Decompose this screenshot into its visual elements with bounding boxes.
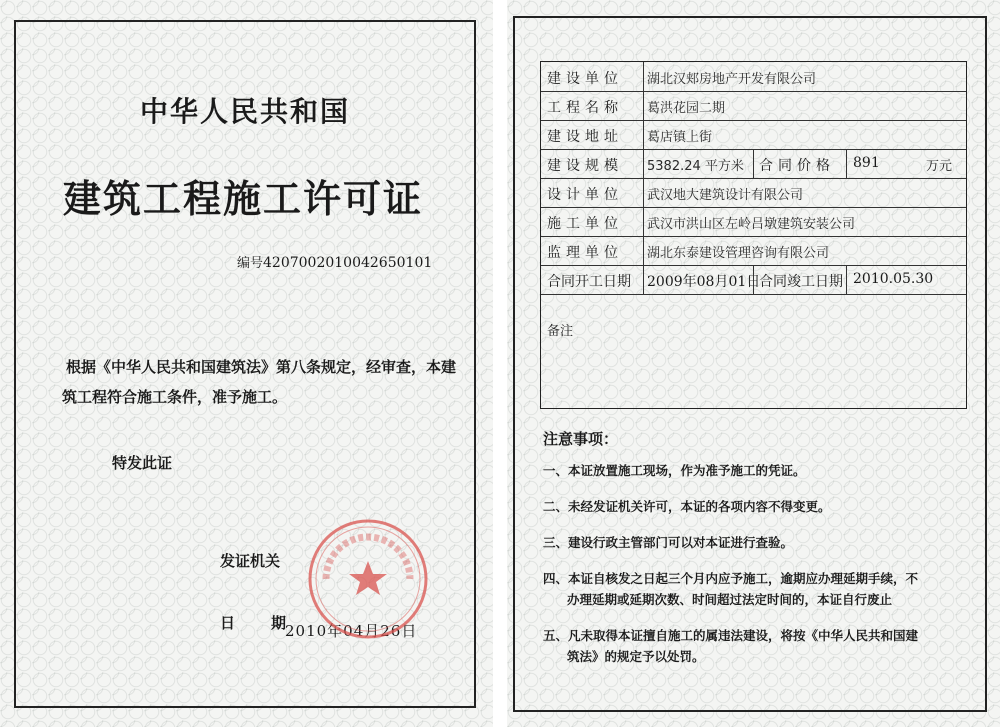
row-value: 武汉市洪山区左岭吕墩建筑安装公司	[647, 217, 856, 232]
special-issue-text: 特发此证	[112, 454, 173, 472]
page-gap	[493, 0, 507, 727]
list-item	[543, 568, 975, 610]
row-label: 建设单位	[547, 71, 623, 87]
certificate-title: 建筑工程施工许可证	[62, 177, 423, 221]
table-row	[541, 207, 966, 237]
serial-value: 420700201004265010​1	[263, 255, 433, 271]
note-line: 五、凡未取得本证擅自施工的属违法建设，将按《中华人民共和国建	[543, 628, 919, 643]
table-row	[541, 62, 966, 92]
note-line: 四、本证自核发之日起三个月内应予施工，逾期应办理延期手续，不	[543, 571, 919, 586]
serial-label: 编号	[237, 256, 264, 271]
cell-divider	[643, 265, 644, 294]
date-label	[220, 612, 286, 633]
issue-date: 2010年04月26日	[285, 622, 418, 640]
date-label-char-2: 期	[271, 614, 287, 632]
table-row	[541, 120, 966, 150]
table-row	[541, 236, 966, 266]
cell-divider	[643, 149, 644, 178]
table-row	[541, 265, 966, 295]
contract-price-value: 891	[853, 155, 880, 171]
table-row	[541, 149, 966, 179]
note-line: 一、本证放置施工现场，作为准予施工的凭证。	[543, 463, 806, 478]
note-line-continued: 办理延期或延期次数、时间超过法定时间的，本证自行废止	[567, 592, 893, 607]
date-label-char-1: 日	[220, 614, 236, 632]
row-value: 2009年08月01日	[647, 274, 761, 290]
row-value: 5382.24 平方米	[647, 159, 744, 174]
cell-divider	[753, 265, 754, 294]
list-item	[543, 625, 975, 667]
cell-divider	[643, 236, 644, 265]
serial-number	[237, 252, 432, 271]
row-label: 建设规模	[547, 158, 623, 174]
list-item	[543, 460, 975, 481]
contract-price-unit: 万元	[926, 159, 953, 174]
cell-divider	[846, 149, 847, 178]
issuer-label: 发证机关	[220, 552, 281, 570]
cell-divider	[753, 149, 754, 178]
cell-divider	[643, 120, 644, 149]
notes-list	[543, 460, 975, 682]
row-value: 葛洪花园二期	[647, 101, 726, 116]
country-name: 中华人民共和国	[139, 95, 350, 128]
cell-divider	[643, 91, 644, 120]
note-line: 二、未经发证机关许可，本证的各项内容不得变更。	[543, 499, 831, 514]
cell-divider	[846, 265, 847, 294]
cell-divider	[643, 62, 644, 91]
row-label: 合同开工日期	[547, 274, 631, 290]
table-row	[541, 178, 966, 208]
completion-date-value: 2010.05.30	[853, 271, 934, 287]
row-value: 湖北汉郏房地产开发有限公司	[647, 72, 817, 87]
contract-price-label: 合同价格	[759, 158, 835, 174]
completion-date-label: 合同竣工日期	[759, 274, 843, 290]
list-item	[543, 496, 975, 517]
row-label: 施工单位	[547, 216, 623, 232]
note-line: 三、建设行政主管部门可以对本证进行查验。	[543, 535, 794, 550]
note-line-continued: 筑法》的规定予以处罚。	[567, 649, 705, 664]
list-item	[543, 532, 975, 553]
cell-divider	[643, 178, 644, 207]
row-label: 工程名称	[547, 100, 623, 116]
certificate-body: 根据《中华人民共和国建筑法》第八条规定，经审查，本建筑工程符合施工条件，准予施工。	[62, 358, 457, 406]
project-info-table	[540, 61, 967, 409]
row-label: 监理单位	[547, 245, 623, 261]
table-row	[541, 91, 966, 121]
notes-title: 注意事项：	[543, 430, 619, 448]
official-seal-icon	[306, 517, 430, 641]
row-value: 葛店镇上街	[647, 130, 713, 145]
row-value: 武汉地大建筑设计有限公司	[647, 188, 804, 203]
row-label: 建设地址	[547, 129, 623, 145]
row-value: 湖北东泰建设管理咨询有限公司	[647, 246, 830, 261]
remarks-label: 备注	[547, 324, 574, 339]
row-label: 设计单位	[547, 187, 623, 203]
cell-divider	[643, 207, 644, 236]
